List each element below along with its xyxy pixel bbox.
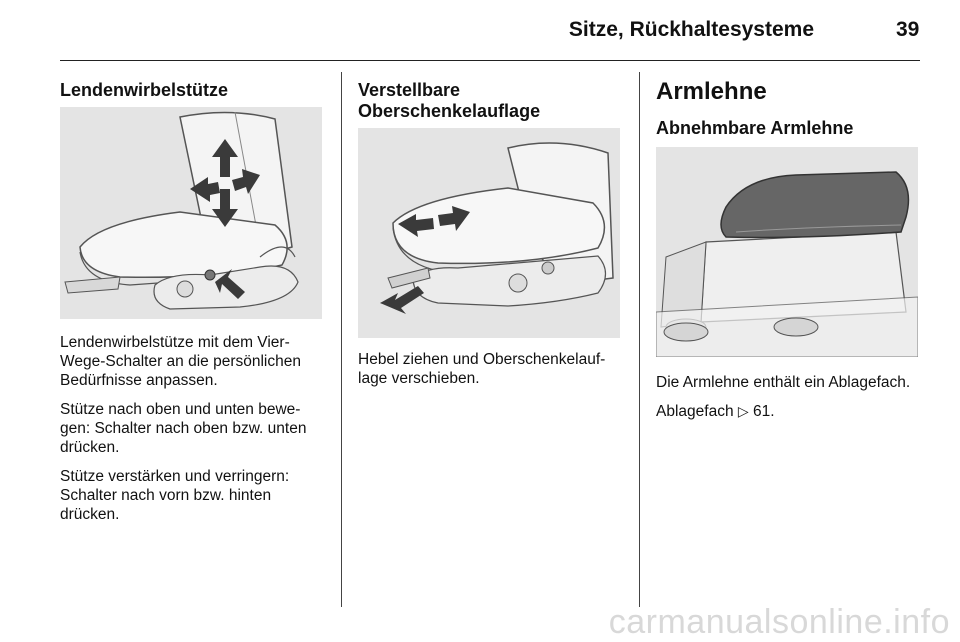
lumbar-instructions <box>60 333 330 534</box>
page-number: 39 <box>896 18 920 41</box>
section-heading-thigh-line2: Oberschenkelauflage <box>358 101 541 121</box>
section-heading-armrest: Armlehne <box>656 78 767 105</box>
column-divider-1 <box>341 72 342 607</box>
lumbar-paragraph-3: Stütze verstärken und verringern: Schalter nach vorn bzw. hinten drücken. <box>60 468 290 523</box>
running-header-title: Sitze, Rückhaltesysteme <box>568 18 814 41</box>
header-rule <box>60 60 920 61</box>
armrest-description <box>656 373 926 431</box>
lumbar-paragraph-2: Stütze nach oben und unten bewe- gen: Schalter nach oben bzw. unten drücken. <box>60 401 307 456</box>
armrest-illustration <box>656 147 918 357</box>
arrow-right-icon: ▷ <box>737 403 749 419</box>
lumbar-paragraph-1: Lendenwirbelstütze mit dem Vier- Wege-Schalter an die persönlichen Bedürfnisse anpassen. <box>60 334 301 389</box>
xref-page-link[interactable]: 61. <box>752 403 775 420</box>
storage-xref <box>656 402 926 421</box>
lumbar-support-illustration <box>60 107 322 319</box>
subheading-removable-armrest: Abnehmbare Armlehne <box>656 118 854 138</box>
thigh-support-illustration <box>358 128 620 338</box>
thigh-support-instructions: Hebel ziehen und Oberschenkelauf- lage verschieben. <box>358 351 606 387</box>
armrest-paragraph: Die Armlehne enthält ein Ablagefach. <box>656 374 911 391</box>
section-heading-thigh-line1: Verstellbare <box>358 80 461 100</box>
section-heading-thigh-support <box>358 80 540 122</box>
column-divider-2 <box>639 72 640 607</box>
footer-watermark: carmanualsonline.info <box>608 603 950 641</box>
xref-prefix: Ablagefach <box>656 403 734 420</box>
section-heading-lumbar: Lendenwirbelstütze <box>60 80 229 100</box>
